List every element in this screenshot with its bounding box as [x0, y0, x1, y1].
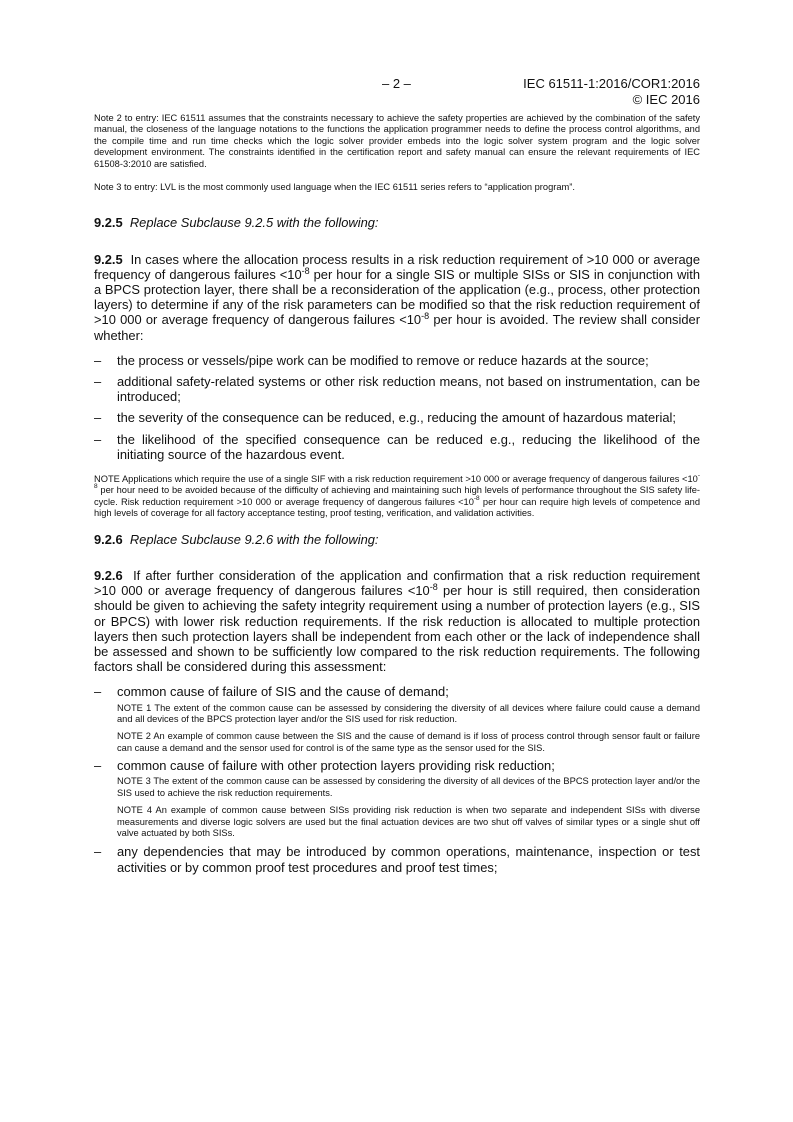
paragraph-text-b: per hour is still required, then consideration should be given to achieving the safety integrity requirement using a number of protection layers (e.g., SIS or BPCS) with lower risk reduction requirements. If the risk reduction is allocated to multiple protection layers then such protection layers shall be independent from each other or the lack of independence shall be assessed and shown to be sufficiently low compared to the risk reduction requirements. The following factors shall be considered during this assessment: [94, 583, 700, 675]
page-header [94, 76, 700, 110]
list-item-text: the process or vessels/pipe work can be modified to remove or reduce hazards at the source; [117, 352, 649, 368]
list-item-notes [94, 703, 700, 755]
paragraph-number: 9.2.6 [94, 567, 123, 583]
bullet-list-9-2-5 [94, 353, 700, 462]
paragraph-text-c: per hour is avoided. The review shall consider whether: [94, 312, 700, 343]
list-item-notes [94, 776, 700, 839]
clause-heading-9-2-5 [94, 215, 700, 230]
list-item [94, 432, 700, 462]
list-item [94, 844, 700, 874]
note-2: NOTE 2 An example of common cause between the SIS and the cause of demand is if loss of process control through sensor fault or failure can cause a demand and the sensor used for control is of the same type as the sensor used for the SIS. [117, 731, 700, 753]
heading-instruction: Replace Subclause 9.2.6 with the following: [129, 531, 379, 547]
list-dash: – [94, 684, 102, 700]
list-dash: – [94, 374, 102, 390]
exponent: -8 [473, 494, 480, 502]
doc-id-text: IEC 61511-1:2016/COR1:2016 [523, 76, 700, 91]
note-2-to-entry: Note 2 to entry: IEC 61511 assumes that the constraints necessary to achieve the safety properties are achieved by the combination of the safety manual, the closeness of the language notations to the functions the application programmer needs to define the process control algorithms, and the compile time and run time checks which the logic solver provider embeds into the logic solver system program and the logic solver development environment. The constraints identified in the certification report and safety manual can ensure the relevant requirements of IEC 61508-3:2010 are satisfied. [94, 113, 700, 169]
list-item [94, 353, 700, 368]
list-item-text: common cause of failure with other protection layers providing risk reduction; [117, 758, 555, 774]
clause-paragraph-9-2-5 [94, 252, 700, 343]
page-content [94, 113, 700, 875]
exponent: -8 [421, 311, 430, 322]
note-4: NOTE 4 An example of common cause between SISs providing risk reduction is when two separate and independent SISs with diverse measurements and diverse logic solvers are used but the final actuation devices are two shut off valves of similar types or a single shut off valve actuated by both SISs. [117, 805, 700, 838]
paragraph-text-a: In cases where the allocation process results in a risk reduction requirement of >10 000 or average frequency of dangerous failures <10 [94, 251, 700, 282]
paragraph-number: 9.2.5 [94, 251, 123, 267]
list-item-text: any dependencies that may be introduced by common operations, maintenance, inspection or test activities or by common proof test procedures and proof test times; [117, 844, 700, 875]
note-text-c: per hour can require high levels of competence and high levels of coverage for all factory acceptance testing, proof testing, verification, and validation activities. [94, 496, 700, 519]
list-dash: – [94, 844, 102, 860]
list-item [94, 410, 700, 425]
page-number: – 2 – [382, 76, 411, 91]
list-item-text: the likelihood of the specified consequence can be reduced e.g., reducing the likelihood of the initiating source of the hazardous event. [117, 431, 700, 462]
list-item-text: common cause of failure of SIS and the cause of demand; [117, 684, 449, 700]
bullet-list-9-2-6 [94, 684, 700, 874]
list-dash: – [94, 352, 102, 368]
heading-number: 9.2.6 [94, 531, 123, 547]
note-text-a: NOTE Applications which require the use of a single SIF with a risk reduction requirement >10 000 or average frequency of dangerous failures <10 [94, 474, 698, 485]
clause-heading-9-2-6 [94, 532, 700, 547]
list-dash: – [94, 758, 102, 774]
heading-instruction: Replace Subclause 9.2.5 with the following: [129, 215, 379, 231]
list-item [94, 684, 700, 699]
list-dash: – [94, 431, 102, 447]
heading-number: 9.2.5 [94, 215, 123, 231]
list-item [94, 374, 700, 404]
copyright-text: © IEC 2016 [632, 92, 700, 107]
exponent: -8 [301, 265, 310, 276]
list-dash: – [94, 410, 102, 426]
list-item-text: the severity of the consequence can be reduced, e.g., reducing the amount of hazardous material; [117, 410, 676, 426]
paragraph-text-b: per hour for a single SIS or multiple SISs or SIS in conjunction with a BPCS protection layer, there shall be a reconsideration of the application (e.g., process, other protection layers) to determine if any of the risk parameters can be modified so that the risk reduction requirement of >10 000 or average frequency of dangerous failures <10 [94, 266, 700, 328]
note-3: NOTE 3 The extent of the common cause can be assessed by considering the diversity of all devices of the BPCS protection layer and/or the SIS used to achieve the risk reduction requirements. [117, 776, 700, 798]
exponent: -8 [429, 582, 438, 593]
list-item [94, 758, 700, 773]
note-text-b: per hour need to be avoided because of the difficulty of achieving and maintaining such high levels of performance throughout the SIS safety life-cycle. Risk reduction requirement >10 000 or average frequency of dangerous failures <10 [94, 485, 700, 507]
note-9-2-5 [94, 474, 700, 520]
list-item-text: additional safety-related systems or other risk reduction means, not based on instrumentation, can be introduced; [117, 374, 700, 405]
exponent: -8 [94, 472, 700, 491]
note-3-to-entry: Note 3 to entry: LVL is the most commonly used language when the IEC 61511 series refers to “application program”. [94, 182, 575, 193]
clause-paragraph-9-2-6 [94, 568, 700, 674]
paragraph-text-a: If after further consideration of the application and confirmation that a risk reduction requirement >10 000 or average frequency of dangerous failures <10 [94, 567, 700, 599]
note-1: NOTE 1 The extent of the common cause can be assessed by considering the diversity of all devices where failure could cause a demand and all devices of the BPCS protection layer and/or the SIS used for risk reduction. [117, 702, 700, 724]
document-identifier [523, 76, 700, 108]
